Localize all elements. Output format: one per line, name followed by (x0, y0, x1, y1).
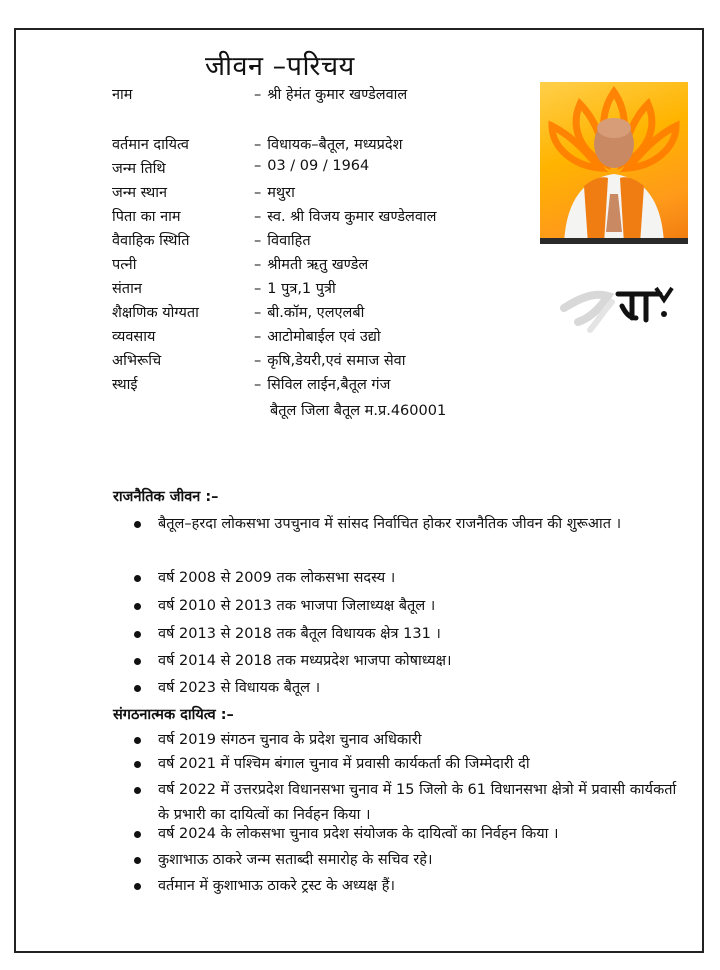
bullet-icon (134, 737, 141, 744)
bio-value: – विवाहित (254, 233, 311, 249)
bio-value: – बी.कॉम, एलएलबी (254, 305, 365, 321)
bio-value: – कृषि,डेयरी,एवं समाज सेवा (254, 353, 406, 369)
list-item: वर्ष 2008 से 2009 तक लोकसभा सदस्य । (140, 566, 680, 591)
list-item: वर्ष 2024 के लोकसभा चुनाव प्रदेश संयोजक के दायित्वों का निर्वहन किया । (140, 822, 680, 847)
list-item: वर्ष 2023 से विधायक बैतूल । (140, 676, 680, 701)
bio-label: वर्तमान दायित्व (112, 137, 189, 153)
bullet-icon (134, 575, 141, 582)
bullet-icon (134, 857, 141, 864)
list-item: वर्ष 2019 संगठन चुनाव के प्रदेश चुनाव अधिकारी (140, 728, 680, 753)
list-item: वर्ष 2014 से 2018 तक मध्यप्रदेश भाजपा कोषाध्यक्ष। (140, 649, 680, 674)
list-item: बैतूल–हरदा लोकसभा उपचुनाव में सांसद निर्वाचित होकर राजनैतिक जीवन की शुरूआत । (140, 512, 680, 537)
bio-value: – स्व. श्री विजय कुमार खण्डेलवाल (254, 209, 437, 225)
bio-label: अभिरूचि (112, 353, 162, 369)
bullet-icon (134, 658, 141, 665)
organizational-heading: संगठनात्मक दायित्व :– (113, 707, 234, 723)
political-life-heading: राजनैतिक जीवन :– (113, 489, 219, 505)
bio-label: पिता का नाम (112, 209, 181, 225)
portrait-photo (540, 82, 688, 244)
bio-value: – विधायक–बैतूल, मध्यप्रदेश (254, 137, 403, 153)
bullet-icon (134, 831, 141, 838)
bullet-icon (134, 631, 141, 638)
bio-label: जन्म तिथि (112, 161, 166, 177)
bio-label: वैवाहिक स्थिति (112, 233, 190, 249)
bio-value: – आटोमोबाईल एवं उद्यो (254, 329, 381, 345)
bio-label: स्थाई (112, 377, 138, 393)
list-item: वर्ष 2021 में पश्चिम बंगाल चुनाव में प्रवासी कार्यकर्ता की जिम्मेदारी दी (140, 752, 680, 777)
bio-label: व्यवसाय (112, 329, 156, 345)
bio-value: – सिविल लाईन,बैतूल गंज (254, 377, 391, 393)
bio-label: नाम (112, 87, 133, 103)
bio-value: – श्री हेमंत कुमार खण्डेलवाल (254, 87, 408, 103)
bio-label: पत्नी (112, 257, 137, 273)
lotus-background-icon (540, 82, 688, 244)
list-item: कुशाभाऊ ठाकरे जन्म सताब्दी समारोह के सचिव रहे। (140, 848, 680, 873)
bullet-icon (134, 787, 141, 794)
list-item: वर्ष 2022 में उत्तरप्रदेश विधानसभा चुनाव में 15 जिलो के 61 विधानसभा क्षेत्रो में प्रवासी कार्यकर्ता के प्रभारी का दायित्वों का निर्वहन किया । (140, 778, 680, 828)
bullet-icon (134, 521, 141, 528)
bullet-icon (134, 761, 141, 768)
bullet-icon (134, 685, 141, 692)
bio-label: संतान (112, 281, 142, 297)
list-item: वर्ष 2013 से 2018 तक बैतूल विधायक क्षेत्र 131 । (140, 622, 680, 647)
bullet-icon (134, 603, 141, 610)
smudged-stamp-mark (560, 278, 690, 338)
address-line-2: बैतूल जिला बैतूल म.प्र.460001 (270, 403, 447, 419)
bio-value: – 03 / 09 / 1964 (254, 158, 370, 174)
bio-value: – श्रीमती ऋतु खण्डेल (254, 257, 369, 273)
bio-value: – मथुरा (254, 185, 295, 201)
bullet-icon (134, 883, 141, 890)
list-item: वर्तमान में कुशाभाऊ ठाकरे ट्रस्ट के अध्यक्ष हैं। (140, 874, 680, 899)
bio-label: जन्म स्थान (112, 185, 168, 201)
bio-value: – 1 पुत्र,1 पुत्री (254, 281, 336, 297)
bio-label: शैक्षणिक योग्यता (112, 305, 199, 321)
list-item: वर्ष 2010 से 2013 तक भाजपा जिलाध्यक्ष बैतूल । (140, 594, 680, 619)
page-title: जीवन –परिचय (205, 51, 355, 82)
